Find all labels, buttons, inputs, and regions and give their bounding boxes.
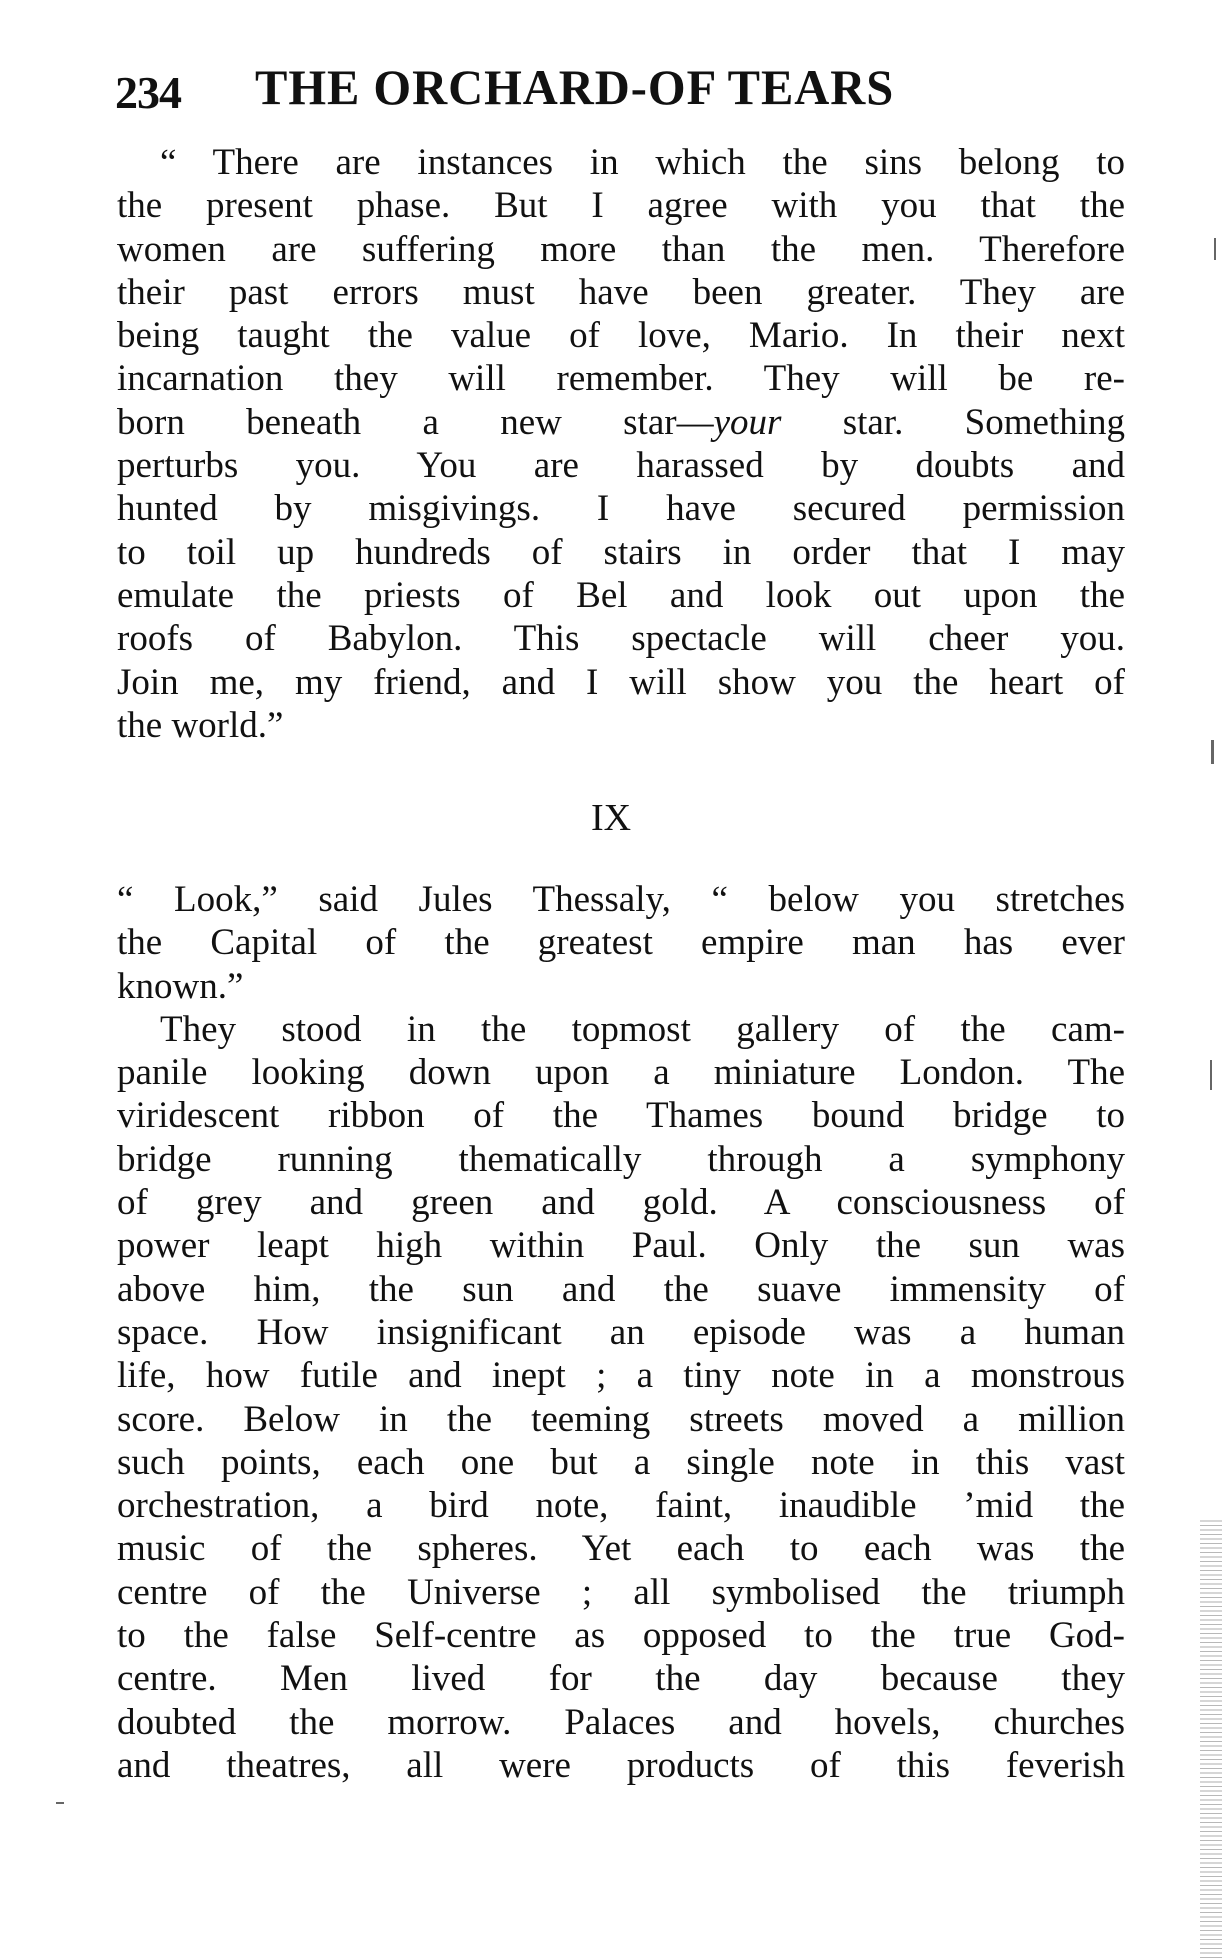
text-line: doubted the morrow. Palaces and hovels, churches xyxy=(117,1701,1125,1743)
text-segment: born beneath a new star— xyxy=(117,401,714,443)
text-line: bridge running thematically through a symphony xyxy=(117,1138,1125,1180)
chapter-body xyxy=(117,878,1125,1787)
scan-edge-artifact xyxy=(1200,1520,1222,1958)
text-line: to the false Self-centre as opposed to the true God- xyxy=(117,1615,1125,1657)
text-line: viridescent ribbon of the Thames bound bridge to xyxy=(117,1095,1125,1137)
text-line: music of the spheres. Yet each to each was the xyxy=(117,1528,1125,1570)
text-line: emulate the priests of Bel and look out upon the xyxy=(117,574,1125,616)
text-line: such points, each one but a single note in this vast xyxy=(117,1441,1125,1483)
scan-mark xyxy=(1210,1060,1212,1090)
text-line: centre of the Universe ; all symbolised the triumph xyxy=(117,1571,1125,1613)
text-line: to toil up hundreds of stairs in order that I may xyxy=(117,531,1125,573)
text-line: women are suffering more than the men. Therefore xyxy=(117,228,1125,270)
text-line: incarnation they will remember. They will be re- xyxy=(117,358,1125,400)
scan-mark xyxy=(1214,238,1216,260)
text-line: They stood in the topmost gallery of the cam- xyxy=(160,1008,1125,1050)
text-line: score. Below in the teeming streets moved a million xyxy=(117,1398,1125,1440)
text-line: power leapt high within Paul. Only the sun was xyxy=(117,1225,1125,1267)
text-line: being taught the value of love, Mario. In their next xyxy=(117,315,1125,357)
text-line: above him, the sun and the suave immensity of xyxy=(117,1268,1125,1310)
chapter-heading: IX xyxy=(590,797,632,839)
scan-mark xyxy=(56,1802,64,1804)
text-line: perturbs you. You are harassed by doubts and xyxy=(117,445,1125,487)
text-line: Join me, my friend, and I will show you the heart of xyxy=(117,661,1125,703)
text-line: space. How insignificant an episode was a human xyxy=(117,1311,1125,1353)
text-line: orchestration, a bird note, faint, inaudible ’mid the xyxy=(117,1485,1125,1527)
text-line: life, how futile and inept ; a tiny note in a monstrous xyxy=(117,1355,1125,1397)
text-line: centre. Men lived for the day because they xyxy=(117,1658,1125,1700)
scan-mark xyxy=(1211,740,1214,764)
book-title: THE ORCHARD-OF TEARS xyxy=(255,59,895,115)
text-line: the Capital of the greatest empire man has ever xyxy=(117,922,1125,964)
text-line: known.” xyxy=(117,965,244,1007)
text-line: roofs of Babylon. This spectacle will cheer you. xyxy=(117,618,1125,660)
text-line: their past errors must have been greater. They are xyxy=(117,271,1125,313)
text-line: “ Look,” said Jules Thessaly, “ below you stretches xyxy=(117,879,1125,920)
text-line: the present phase. But I agree with you that the xyxy=(117,185,1125,227)
text-segment: star. Something xyxy=(781,401,1125,443)
text-line: hunted by misgivings. I have secured permission xyxy=(117,488,1125,530)
text-line xyxy=(117,401,1125,444)
running-header xyxy=(115,58,1125,122)
text-line: “ There are instances in which the sins belong to xyxy=(160,142,1125,183)
paragraph-dialogue xyxy=(117,141,1125,747)
text-line: of grey and green and gold. A consciousness of xyxy=(117,1182,1125,1224)
page-number: 234 xyxy=(115,67,181,118)
text-line: the world.” xyxy=(117,704,284,746)
text-line: panile looking down upon a miniature London. The xyxy=(117,1052,1125,1094)
italic-word: your xyxy=(713,401,782,443)
text-line: and theatres, all were products of this feverish xyxy=(117,1744,1125,1786)
